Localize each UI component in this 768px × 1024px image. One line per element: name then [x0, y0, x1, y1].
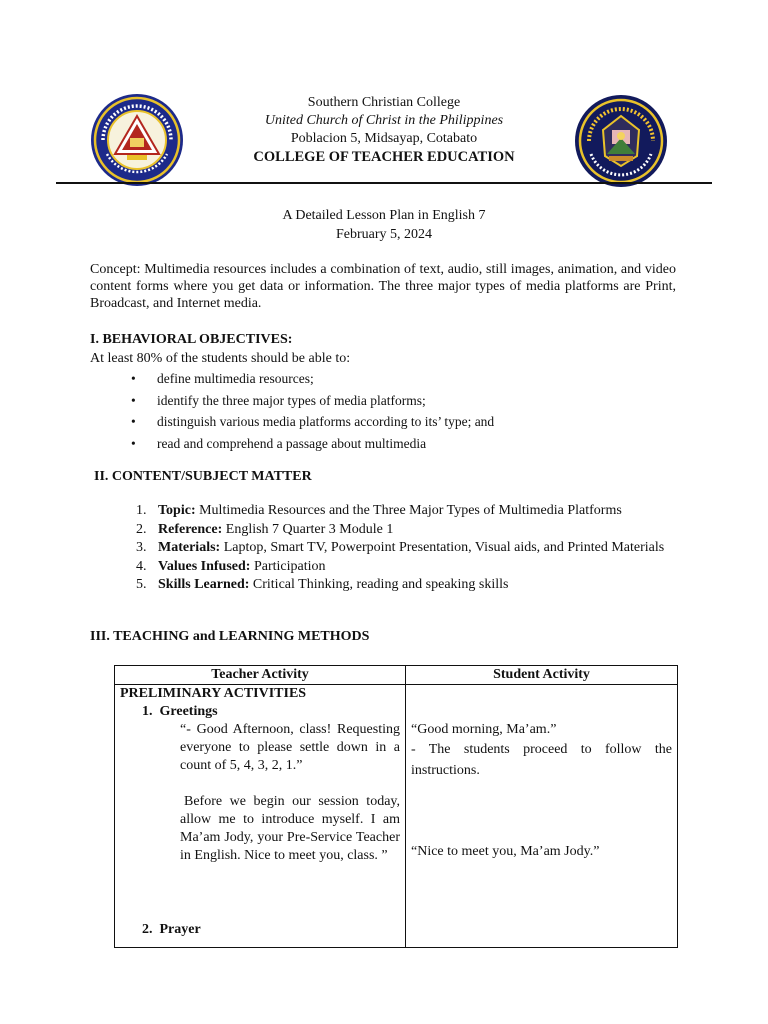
list-item: 5. Skills Learned: Critical Thinking, reading and speaking skills: [136, 577, 509, 592]
table-header-row: [115, 666, 678, 685]
list-item: 4. Values Infused: Participation: [136, 558, 326, 574]
student-activity-cell: [406, 685, 678, 948]
objectives-list: [131, 368, 691, 454]
school-address: Poblacion 5, Midsayap, Cotabato: [290, 131, 478, 146]
list-item: 3. Materials: Laptop, Smart TV, Powerpoint Presentation, Visual aids, and Printed Materials: [136, 540, 665, 555]
list-item: • define multimedia resources;: [131, 371, 314, 386]
list-item: 2. Reference: English 7 Quarter 3 Module 1: [136, 521, 394, 537]
activity-table: [114, 665, 678, 948]
southern-christian-college-seal: [89, 92, 185, 188]
concept-paragraph: Concept: Multimedia resources includes a combination of text, audio, still images, animation, and video content forms where you get data or information. The three major types of media platforms are Print, Broadcast, and Internet media.: [90, 262, 676, 311]
greetings-label: 1. Greetings: [142, 704, 218, 719]
teacher-greeting-text: “- Good Afternoon, class! Requesting everyone to please settle down in a count of 5, 4, 3, 2, 1.”: [180, 722, 400, 773]
list-item: • read and comprehend a passage about multimedia: [131, 435, 427, 451]
objectives-heading: I. BEHAVIORAL OBJECTIVES:: [90, 332, 293, 347]
teacher-activity-header: Teacher Activity: [115, 666, 406, 685]
student-greeting-text: “Good morning, Ma’am.”: [411, 722, 557, 737]
prayer-label: 2. Prayer: [142, 922, 201, 937]
objectives-intro: At least 80% of the students should be able to:: [90, 351, 351, 366]
list-item: • identify the three major types of media platforms;: [131, 392, 426, 408]
teacher-introduction-text: Before we begin our session today, allow me to introduce myself. I am Ma’am Jody, your Pre-Service Teacher in English. Nice to meet you, class. ”: [180, 794, 400, 863]
document-date: February 5, 2024: [335, 227, 433, 242]
content-list: [136, 502, 666, 595]
document-title: A Detailed Lesson Plan in English 7: [282, 208, 486, 223]
list-item: • distinguish various media platforms according to its’ type; and: [131, 414, 495, 429]
methods-heading: III. TEACHING and LEARNING METHODS: [90, 629, 370, 644]
student-instruction-text: - The students proceed to follow the instructions.: [411, 742, 672, 778]
table-row: [115, 685, 678, 948]
college-of-teacher-education-seal: [573, 94, 669, 188]
list-item: 1. Topic: Multimedia Resources and the Three Major Types of Multimedia Platforms: [136, 503, 622, 518]
teacher-activity-cell: [115, 685, 406, 948]
church-affiliation: United Church of Christ in the Philippines: [264, 113, 504, 128]
student-activity-header: Student Activity: [406, 666, 678, 685]
document-title-block: [200, 206, 568, 244]
preliminary-activities-label: PRELIMINARY ACTIVITIES: [120, 686, 307, 701]
header-divider: [56, 182, 712, 184]
school-name: Southern Christian College: [307, 95, 461, 110]
college-name: COLLEGE OF TEACHER EDUCATION: [253, 149, 515, 165]
letterhead: [200, 94, 568, 166]
content-heading: II. CONTENT/SUBJECT MATTER: [94, 469, 312, 484]
student-reply-text: “Nice to meet you, Ma’am Jody.”: [411, 844, 600, 859]
